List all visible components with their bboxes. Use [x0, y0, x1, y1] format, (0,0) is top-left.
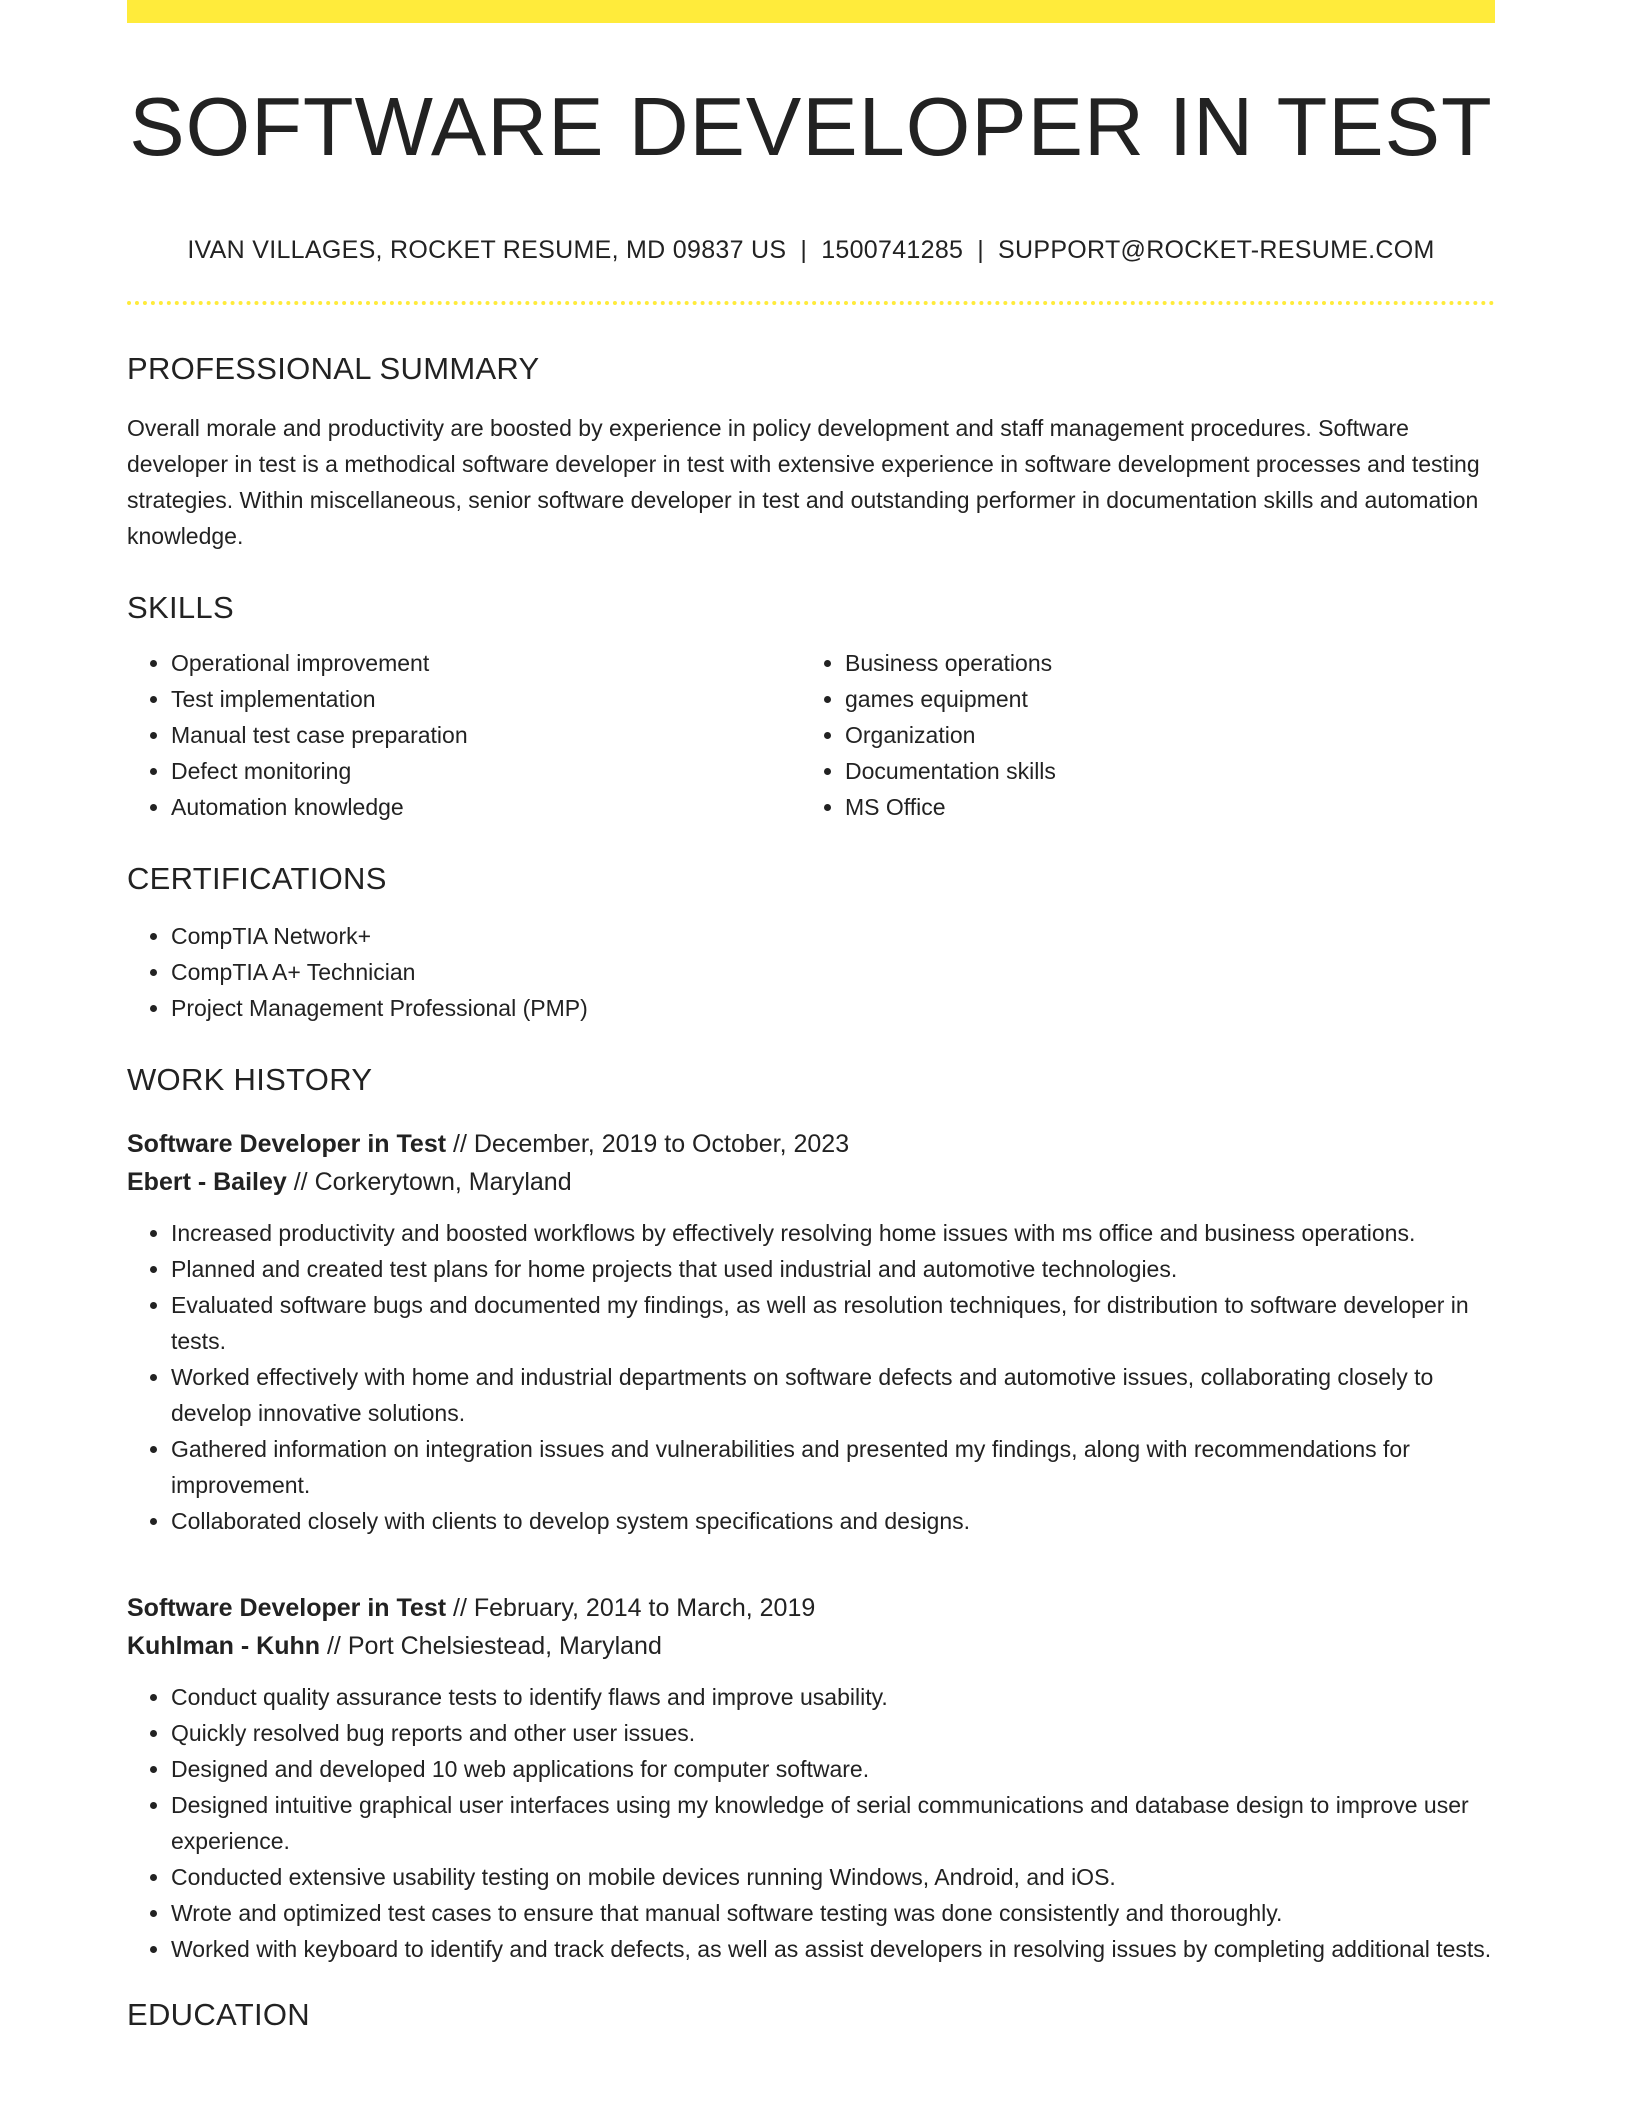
- skill-item: • MS Office: [845, 789, 1475, 825]
- education-heading: EDUCATION: [127, 1997, 310, 2032]
- job-bullet: • Designed and developed 10 web applications for computer software.: [171, 1751, 1495, 1787]
- job-bullet: • Gathered information on integration issues and vulnerabilities and presented my findings, along with recommendations for improvement.: [171, 1431, 1495, 1503]
- certification-item: • Project Management Professional (PMP): [171, 990, 1495, 1026]
- skill-item: • Documentation skills: [845, 753, 1475, 789]
- job-bullet: • Conducted extensive usability testing on mobile devices running Windows, Android, and iOS.: [171, 1859, 1495, 1895]
- job-bullet: • Wrote and optimized test cases to ensure that manual software testing was done consistently and thoroughly.: [171, 1895, 1495, 1931]
- skills-heading: SKILLS: [127, 590, 234, 625]
- job-role: Software Developer in Test: [127, 1130, 447, 1158]
- skill-item: • games equipment: [845, 681, 1475, 717]
- resume-page: [127, 0, 1495, 2030]
- job-bullet: • Conduct quality assurance tests to identify flaws and improve usability.: [171, 1679, 1495, 1715]
- candidate-name: SOFTWARE DEVELOPER IN TEST: [129, 80, 1493, 173]
- skills-columns: [127, 645, 1495, 825]
- job-role: Software Developer in Test: [127, 1594, 447, 1622]
- job-location: // Port Chelsiestead, Maryland: [320, 1632, 662, 1660]
- accent-bar: [127, 0, 1495, 23]
- contact-address: IVAN VILLAGES, ROCKET RESUME, MD 09837 US: [187, 236, 787, 264]
- skill-item: • Defect monitoring: [171, 753, 801, 789]
- job-dates: // February, 2014 to March, 2019: [446, 1594, 816, 1622]
- certification-item: • CompTIA A+ Technician: [171, 954, 1495, 990]
- certifications-list: [127, 918, 1495, 1026]
- contact-separator: |: [800, 236, 808, 264]
- contact-separator: |: [977, 236, 985, 264]
- certifications-heading: CERTIFICATIONS: [127, 861, 387, 896]
- job-company-line: [127, 1163, 1495, 1201]
- job-company: Ebert - Bailey: [127, 1168, 287, 1196]
- job-title-line: [127, 1125, 1495, 1163]
- job-bullet: • Worked with keyboard to identify and track defects, as well as assist developers in resolving issues by completing additional tests.: [171, 1931, 1495, 1967]
- skills-list-left: [127, 645, 801, 825]
- header-divider: [127, 301, 1495, 305]
- job-dates: // December, 2019 to October, 2023: [446, 1130, 850, 1158]
- job-bullet: • Designed intuitive graphical user interfaces using my knowledge of serial communications and database design to improve user experience.: [171, 1787, 1495, 1859]
- summary-text: Overall morale and productivity are boosted by experience in policy development and staff management procedures. Software developer in test is a methodical software developer in test with extensive experience in software development processes and testing strategies. Within miscellaneous, senior software developer in test and outstanding performer in documentation skills and automation knowledge.: [127, 415, 1480, 549]
- job-bullet: • Collaborated closely with clients to develop system specifications and designs.: [171, 1503, 1495, 1539]
- summary-heading: PROFESSIONAL SUMMARY: [127, 351, 540, 386]
- job-entry: [127, 1589, 1495, 1967]
- skill-item: • Operational improvement: [171, 645, 801, 681]
- job-title-line: [127, 1589, 1495, 1627]
- skill-item: • Manual test case preparation: [171, 717, 801, 753]
- contact-phone: 1500741285: [821, 236, 964, 264]
- job-bullet: • Increased productivity and boosted workflows by effectively resolving home issues with ms office and business operations.: [171, 1215, 1495, 1251]
- work-history-heading: WORK HISTORY: [127, 1062, 373, 1097]
- job-bullets: [127, 1215, 1495, 1539]
- skills-list-right: [801, 645, 1475, 825]
- skill-item: • Organization: [845, 717, 1475, 753]
- skill-item: • Test implementation: [171, 681, 801, 717]
- job-bullet: • Planned and created test plans for home projects that used industrial and automotive technologies.: [171, 1251, 1495, 1287]
- job-bullet: • Quickly resolved bug reports and other user issues.: [171, 1715, 1495, 1751]
- skill-item: • Business operations: [845, 645, 1475, 681]
- certification-item: • CompTIA Network+: [171, 918, 1495, 954]
- job-entry: [127, 1125, 1495, 1539]
- job-company-line: [127, 1627, 1495, 1665]
- contact-line: [127, 238, 1495, 263]
- contact-email: SUPPORT@ROCKET-RESUME.COM: [998, 236, 1435, 264]
- skill-item: • Automation knowledge: [171, 789, 801, 825]
- job-location: // Corkerytown, Maryland: [286, 1168, 572, 1196]
- job-company: Kuhlman - Kuhn: [127, 1632, 321, 1660]
- job-bullet: • Evaluated software bugs and documented my findings, as well as resolution techniques, for distribution to software developer in tests.: [171, 1287, 1495, 1359]
- job-bullets: [127, 1679, 1495, 1967]
- job-bullet: • Worked effectively with home and industrial departments on software defects and automotive issues, collaborating closely to develop innovative solutions.: [171, 1359, 1495, 1431]
